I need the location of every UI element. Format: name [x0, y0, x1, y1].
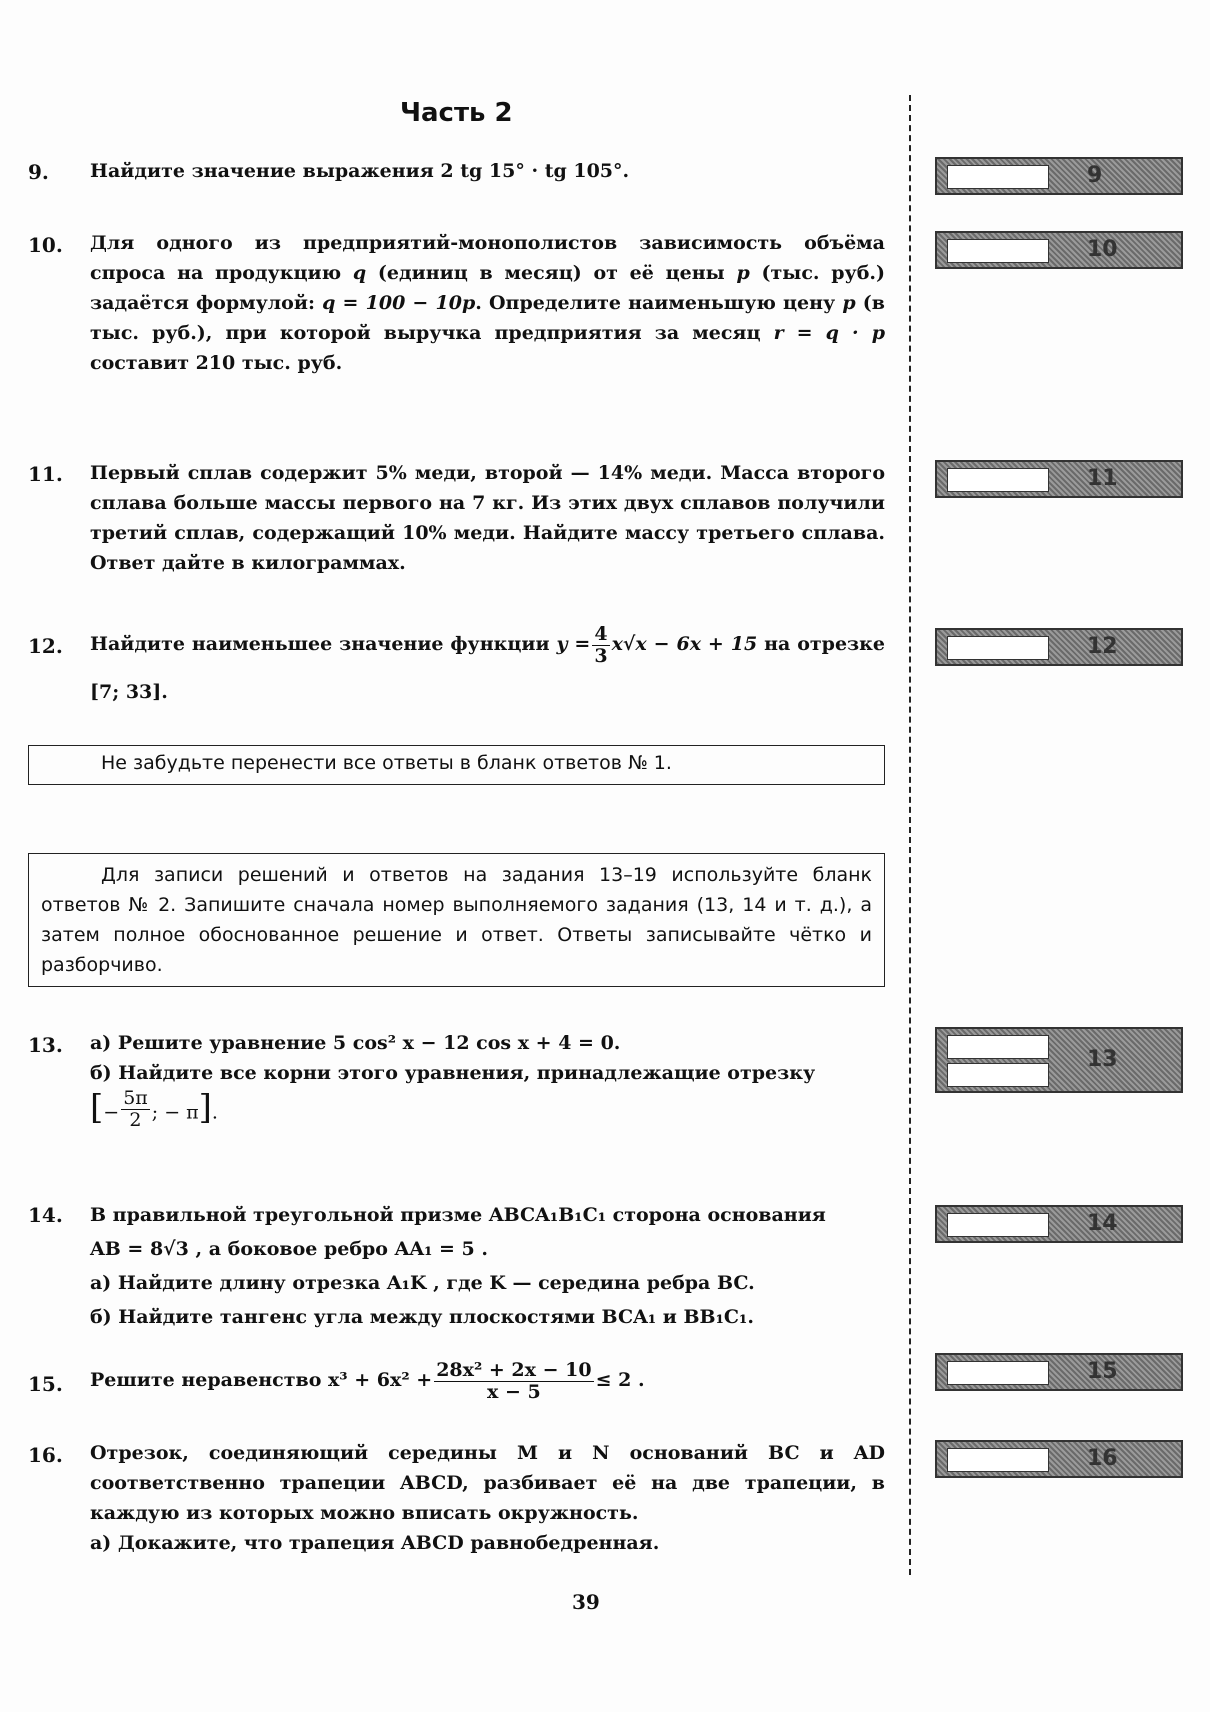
answer-field[interactable] [947, 636, 1049, 660]
text: В правильной треугольной призме ABCA₁B₁C₁ сторона основания [90, 1204, 826, 1226]
text: Решите неравенство x³ + 6x² + [90, 1369, 433, 1391]
answer-field[interactable] [947, 1035, 1049, 1059]
formula: x√x − 6x + 15 [611, 633, 758, 655]
part-a: а) Решите уравнение 5 cos² x − 12 cos x + 4 = 0. [90, 1032, 621, 1054]
text: Для одного из предприятий-монополистов зависимость объёма спроса на продукцию [90, 232, 885, 284]
answer-field[interactable] [947, 1063, 1049, 1087]
answer-field[interactable] [947, 468, 1049, 492]
answer-box-label: 14 [1087, 1211, 1118, 1236]
text: (единиц в месяц) от её цены [366, 262, 737, 284]
text: (в тыс. руб.), при которой выручка предприятия за месяц [90, 292, 885, 344]
answer-field[interactable] [947, 165, 1049, 189]
answer-box-10[interactable] [935, 231, 1183, 269]
task-11-text: Первый сплав содержит 5% меди, второй — 14% меди. Масса второго сплава больше массы первого на 7 кг. Из этих двух сплавов получили третий сплав, содержащий 10% меди. Найдите массу третьего сплава. Ответ дайте в килограммах. [90, 462, 885, 574]
answer-field[interactable] [947, 1448, 1049, 1472]
text: составит 210 тыс. руб. [90, 352, 343, 374]
answer-field[interactable] [947, 1213, 1049, 1237]
answer-box-15[interactable] [935, 1353, 1183, 1391]
formula: q = 100 − 10p [322, 292, 476, 314]
numerator: 5π [123, 1087, 148, 1109]
answer-box-label: 9 [1087, 163, 1103, 188]
cut-line [909, 95, 911, 1575]
task-number: 12. [28, 634, 63, 658]
task-9-text: Найдите значение выражения 2 tg 15° · tg 105°. [90, 160, 630, 182]
fraction [592, 624, 609, 667]
section-heading: Часть 2 [400, 98, 513, 128]
text: на отрезке [7; 33]. [90, 633, 885, 703]
denominator: 2 [129, 1108, 142, 1131]
task-number: 15. [28, 1372, 63, 1396]
part-b: б) Найдите все корни этого уравнения, принадлежащие отрезку [90, 1062, 816, 1084]
var: p [736, 262, 750, 284]
interval: [− $\frac{5\pi}{2}$ ; − π]. [90, 1087, 218, 1131]
task-16-text [90, 1438, 885, 1558]
denominator: x − 5 [487, 1380, 541, 1403]
task-number: 10. [28, 233, 63, 257]
var: p [842, 292, 856, 314]
task-number: 13. [28, 1033, 63, 1057]
answer-box-label: 11 [1087, 466, 1118, 491]
fraction [434, 1360, 593, 1403]
task-14-text [90, 1198, 885, 1334]
text: (тыс. руб.) задаётся формулой: [90, 262, 885, 314]
answer-box-14[interactable] [935, 1205, 1183, 1243]
answer-box-label: 10 [1087, 237, 1118, 262]
task-number: 16. [28, 1443, 63, 1467]
answer-box-label: 15 [1087, 1359, 1118, 1384]
fraction [121, 1088, 150, 1131]
answer-box-11[interactable] [935, 460, 1183, 498]
text: AB = 8√3 , а боковое ребро AA₁ = 5 . [90, 1238, 488, 1260]
task-12-text [90, 620, 885, 716]
numerator: 28x² + 2x − 10 [436, 1358, 592, 1381]
numerator: 4 [594, 622, 608, 645]
instructions-text: Для записи решений и ответов на задания 13–19 используйте бланк ответов № 2. Запишите сначала номер выполняемого задания (13, 14 и т. д.), а затем полное обоснованное решение и ответ. Ответы записывайте чётко и разборчиво. [41, 864, 872, 976]
task-number: 11. [28, 462, 63, 486]
answer-box-label: 12 [1087, 634, 1118, 659]
task-15-text [90, 1350, 885, 1410]
answer-box-label: 16 [1087, 1446, 1118, 1471]
text: ≤ 2 . [595, 1369, 645, 1391]
text: . Определите наименьшую цену [475, 292, 843, 314]
text: Найдите наименьшее значение функции [90, 633, 557, 655]
interval-end: ; − π [151, 1101, 199, 1124]
instructions-box [28, 853, 885, 987]
page-number: 39 [572, 1590, 600, 1614]
part-a: а) Докажите, что трапеция ABCD равнобедренная. [90, 1532, 660, 1554]
task-number: 9. [28, 160, 49, 184]
formula: y = [556, 633, 591, 655]
answer-box-16[interactable] [935, 1440, 1183, 1478]
answer-box-13[interactable] [935, 1027, 1183, 1093]
answer-box-9[interactable] [935, 157, 1183, 195]
answer-box-12[interactable] [935, 628, 1183, 666]
part-a: а) Найдите длину отрезка A₁K , где K — середина ребра BC. [90, 1272, 755, 1294]
denominator: 3 [594, 644, 608, 667]
var: q [352, 262, 367, 284]
answer-field[interactable] [947, 1361, 1049, 1385]
task-13-text [90, 1028, 885, 1131]
text: Отрезок, соединяющий середины M и N оснований BC и AD соответственно трапеции ABCD, разбивает её на две трапеции, в каждую из которых можно вписать окружность. [90, 1442, 885, 1524]
part-b: б) Найдите тангенс угла между плоскостями BCA₁ и BB₁C₁. [90, 1306, 754, 1328]
task-number: 14. [28, 1203, 63, 1227]
task-10-text [90, 228, 885, 378]
transfer-notice: Не забудьте перенести все ответы в бланк ответов № 1. [28, 745, 885, 785]
answer-field[interactable] [947, 239, 1049, 263]
formula: r = q · p [773, 322, 885, 344]
answer-box-label: 13 [1087, 1047, 1118, 1072]
